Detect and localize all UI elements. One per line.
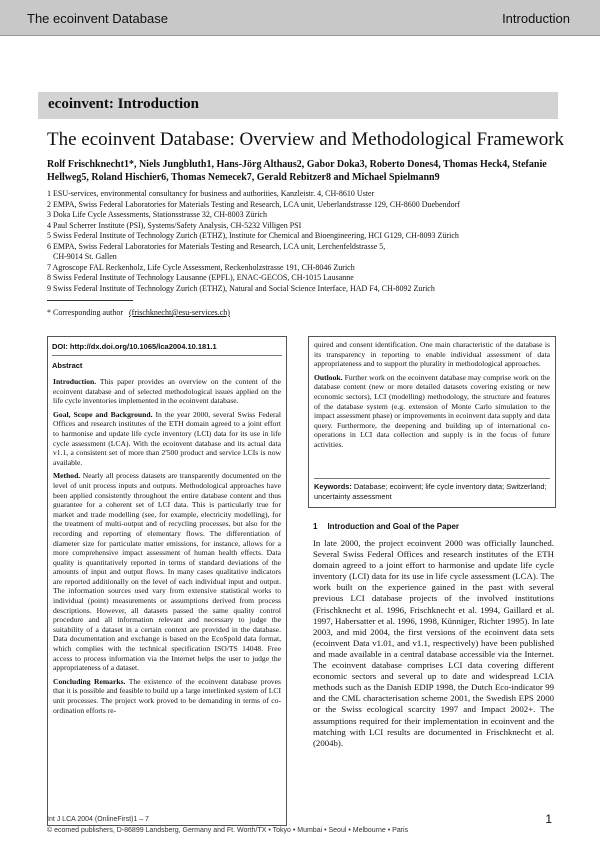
header-divider — [0, 35, 600, 36]
running-header — [0, 0, 600, 36]
affiliation: 3 Doka Life Cycle Assessments, Stationsstrasse 32, CH-8003 Zürich — [47, 210, 267, 219]
footer-citation: Int J LCA 2004 (OnlineFirst)1 – 7 — [47, 816, 149, 823]
abstract-body — [53, 377, 281, 719]
header-journal-section: The ecoinvent Database — [27, 11, 168, 26]
abstract-goal-label: Goal, Scope and Background. — [53, 409, 153, 419]
affiliation: CH-9014 St. Gallen — [53, 252, 117, 261]
section-title: Introduction and Goal of the Paper — [327, 522, 460, 531]
corresponding-author — [47, 308, 230, 317]
abstract-heading: Abstract — [52, 361, 83, 370]
affiliation: 5 Swiss Federal Institute of Technology Zurich (ETHZ), Institute for Chemical and Bioengineering, HCI G129, CH-8093 Zürich — [47, 231, 459, 240]
abstract-outlook-text: Further work on the ecoinvent database may comprise work on the database content (new or more detailed datasets covering existing or new economic sectors), LCI (modelling) methodology, the structure and features of the database system (e.g. extension of Monte Carlo simulation to the impact assessment phase) or improvements in ecoinvent data supply and data query. Furthermore, the deepening and building up of international co-operations in LCI data collection and supply is in the focus of future activities. — [314, 372, 550, 449]
keywords-divider — [314, 478, 550, 479]
corresponding-email-link[interactable]: (frischknecht@esu-services.ch) — [129, 308, 230, 317]
section-heading — [313, 522, 459, 531]
section-number: 1 — [313, 522, 318, 531]
keywords-label: Keywords: — [314, 482, 352, 491]
abstract-continued-box — [308, 336, 556, 508]
abstract-method-text: Nearly all process datasets are transparently documented on the level of unit process inputs and outputs. Methodological approaches have been applied consistently throughout the entire database content and thus guarantee for a coherent set of LCI data. This is particularly true for market and trade modelling (see, for example, electricity modelling), for the treatment of multi-output and of recycling processes, but also for the recording and reporting of elementary flows. The differentiation of diameter size for particulate matter emissions, for instance, allows for a more comprehensive impact assessment of human health effects. Data quality is quantitatively reported in terms of standard deviations of the amounts of input and output flows. In many cases qualitative indicators are reported additionally on the level of each individual input and output. The information sources used vary from extensive statistical works to individual (point) measurements or assumptions derived from process descriptions. However, all datasets passed the same quality control procedure and all information relevant and necessary to judge the suitability of a dataset in a certain context are provided in the database. Data documentation and exchange is based on the EcoSpold data format, which complies with the technical specification ISO/TS 14048. Free access to process information via the Internet helps the user to judge the appropriateness of a dataset. — [53, 471, 281, 673]
doi-link[interactable]: DOI: http://dx.doi.org/10.1065/lca2004.10.181.1 — [52, 342, 217, 351]
abstract-outlook-label: Outlook. — [314, 372, 343, 382]
paper-title: The ecoinvent Database: Overview and Methodological Framework — [47, 129, 565, 150]
corresponding-label: * Corresponding author — [47, 308, 123, 317]
affiliation-list — [47, 189, 557, 294]
keywords-text: Database; ecoinvent; life cycle inventory data; Switzerland; uncertainty assessment — [314, 482, 547, 501]
abstract-intro-text: This paper provides an overview on the content of the ecoinvent database and of selected methodological issues applied on the life cycle inventories implemented in the ecoinvent database. — [53, 377, 281, 406]
header-category: Introduction — [502, 11, 570, 26]
affiliation: 4 Paul Scherrer Institute (PSI), Systems/Safety Analysis, CH-5232 Villigen PSI — [47, 220, 302, 230]
affiliation: 7 Agroscope FAL Reckenholz, Life Cycle Assessment, Reckenholzstrasse 191, CH-8046 Zurich — [47, 262, 355, 272]
section-band-label: ecoinvent: Introduction — [48, 96, 199, 112]
abstract-intro-label: Introduction. — [53, 377, 97, 386]
affiliation: 1 ESU-services, environmental consultancy for business and authorities, Kanzleistr. 4, CH-8610 Uster — [47, 189, 375, 198]
abstract-box — [47, 336, 287, 826]
keywords — [314, 482, 550, 501]
abstract-divider — [52, 355, 282, 356]
affiliation: 8 Swiss Federal Institute of Technology Lausanne (EPFL), ENAC-GECOS, CH-1015 Lausanne — [47, 273, 354, 282]
abstract-conclusion-text: The existence of the ecoinvent database proves that it is possible and feasible to build up a large interlinked system of LCI unit processes. The project work proved to be demanding in terms of co-ordination efforts re- — [53, 676, 281, 715]
affiliation: 2 EMPA, Swiss Federal Laboratories for Materials Testing and Research, LCA unit, Ueberlandstrasse 129, CH-8600 Duebendorf — [47, 199, 460, 209]
affiliation: 9 Swiss Federal Institute of Technology Zurich (ETHZ), Natural and Social Science Interface, HAD F4, CH-8092 Zurich — [47, 283, 435, 293]
author-list: Rolf Frischknecht1*, Niels Jungbluth1, Hans-Jörg Althaus2, Gabor Doka3, Roberto Dones4, Thomas Heck4, Stefanie Hellweg5, Roland Hischier6, Thomas Nemecek7, Gerald Rebitzer8 and Michael Spielmann9 — [47, 159, 547, 183]
footnote-divider — [47, 300, 133, 301]
abstract-paragraph — [53, 377, 281, 406]
abstract-paragraph — [53, 471, 281, 672]
section-band — [38, 92, 558, 119]
section-body: In late 2000, the project ecoinvent 2000 was officially launched. Several Swiss Federal Offices and research institutes of the ETH domain agreed to a joint effort to harmonise and update life cycle inventory (LCI) data for its use in life cycle assessment (LCA). The work built on the experience gained in the past with several previous LCI database projects of the involved institutions (Frischknecht et al. 1996, Frischknecht et al. 1994, Gaillard et al. 1997, Habersatter et al. 1996, 1998, Künniger, Richter 1995). In late 2003, and mid 2004, the first versions of the ecoinvent data sets (ecoinvent Data v1.01, and v1.1, respectively) have been published and made available in a central database accessible via the Internet. The ecoinvent database comprises LCI data covering different economic sectors and several up to date and widespread LCIA methods such as the Danish EDIP 1998, the Dutch Eco-indicator 99 and the CML characterisation scheme 2001, the Swedish EPS 2000 or the Swiss ecological scarcity 1997 and Impact 2002+. The assumptions required for their implementation in ecoinvent and the matching with LCI results are documented in Frischknecht et al. (2004b). — [313, 538, 554, 748]
footer-publisher: © ecomed publishers, D-86899 Landsberg, Germany and Ft. Worth/TX • Tokyo • Mumbai • Seoul • Melbourne • Paris — [47, 826, 409, 834]
abstract-continued-body — [314, 340, 550, 454]
abstract-paragraph — [53, 410, 281, 468]
affiliation: 6 EMPA, Swiss Federal Laboratories for Materials Testing and Research, LCA unit, Lerchenfeldstrasse 5, — [47, 241, 386, 251]
abstract-paragraph: quired and consent identification. One main characteristic of the database is its transparency in reporting to enable individual assessment of data appropriateness and to support the plurality in methodological approaches. — [314, 340, 550, 369]
abstract-paragraph — [314, 373, 550, 450]
page-footer — [47, 815, 408, 836]
page-number: 1 — [545, 812, 552, 826]
abstract-conclusion-label: Concluding Remarks. — [53, 676, 126, 686]
abstract-paragraph — [53, 677, 281, 715]
abstract-method-label: Method. — [53, 471, 81, 481]
abstract-goal-text: In the year 2000, several Swiss Federal Offices and research institutes of the ETH domain agreed to a joint effort to harmonise and update life cycle inventory (LCI) data for its use in life cycle assessment (LCA). With the ecoinvent database and its actual data v1.1, a consistent set of more than 2'500 product and service LCIs is now available. — [53, 409, 281, 467]
